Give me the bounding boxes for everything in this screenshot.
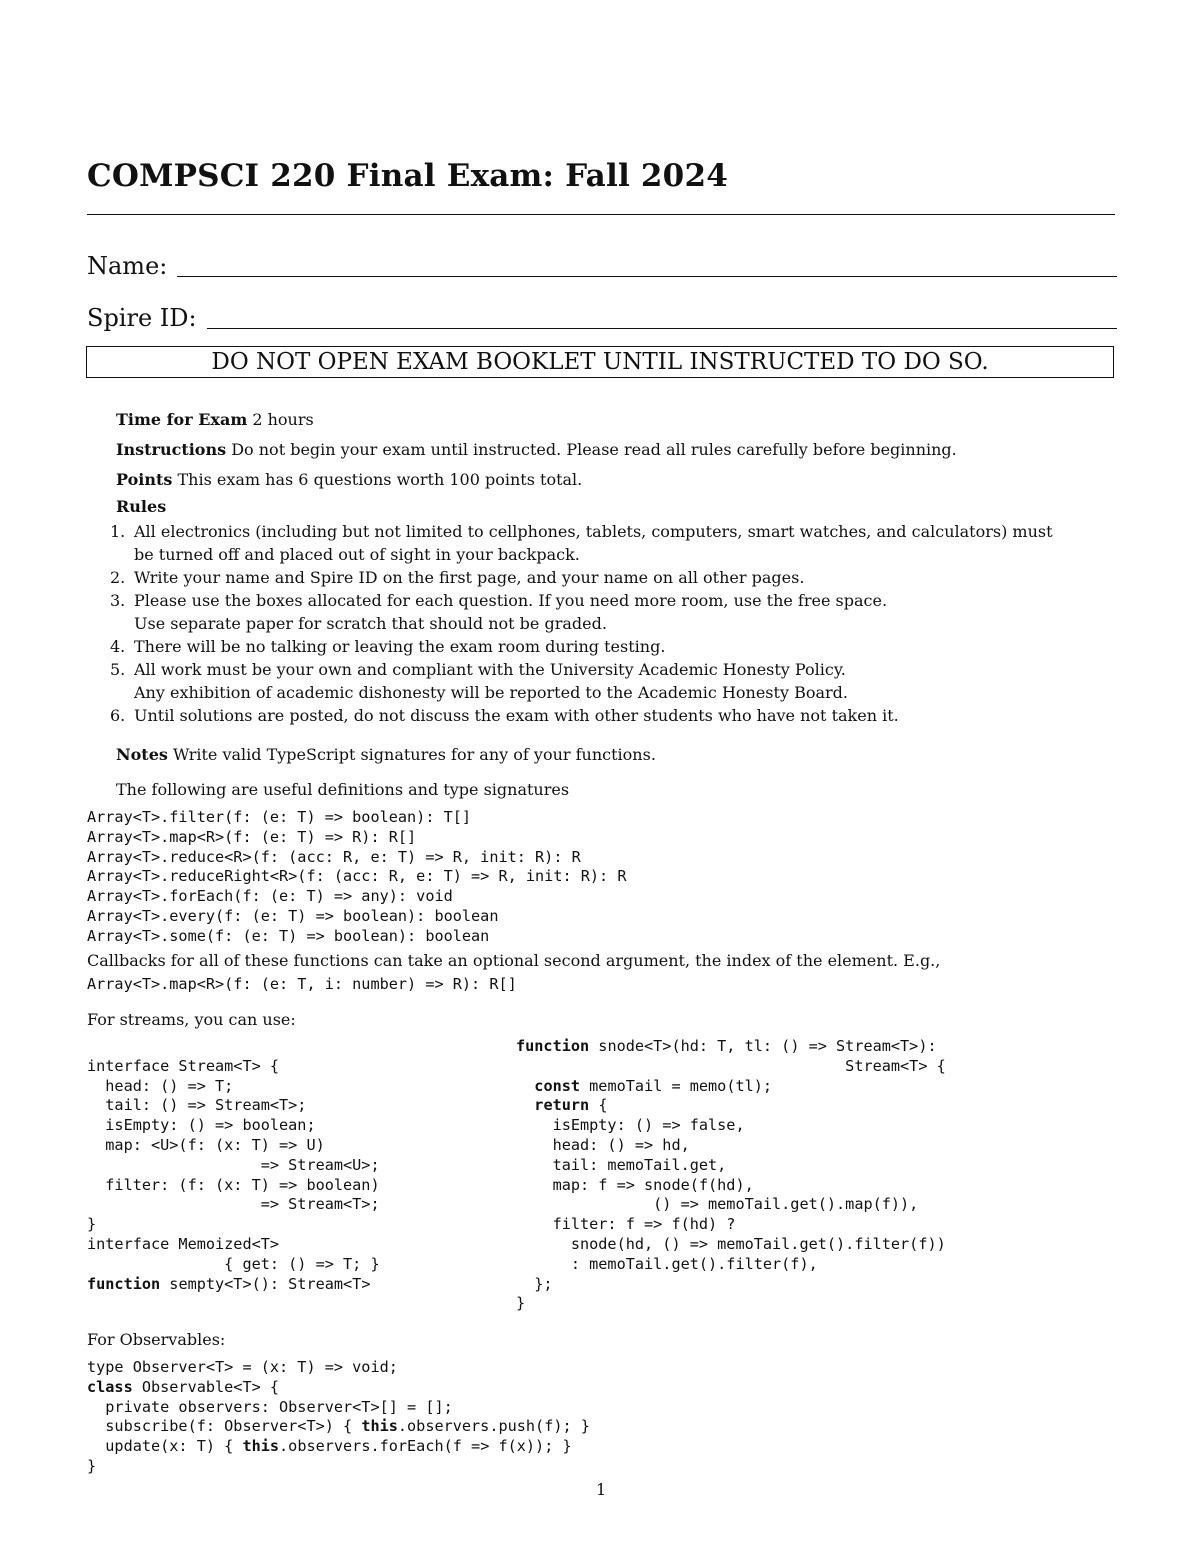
name-field[interactable] xyxy=(87,252,1117,280)
code-keyword: function xyxy=(516,1037,590,1055)
code-line: Array<T>.forEach(f: (e: T) => any): void xyxy=(87,887,453,906)
streams-label: For streams, you can use: xyxy=(87,1010,296,1029)
exam-title: COMPSCI 220 Final Exam: Fall 2024 xyxy=(87,158,728,194)
code-line: head: () => hd, xyxy=(516,1135,690,1154)
code-line: => Stream<U>; xyxy=(87,1155,380,1174)
instructions-label: Instructions xyxy=(116,440,227,459)
notes-label: Notes xyxy=(116,745,168,764)
code-keyword: this xyxy=(242,1437,280,1456)
callbacks-example-code: Array<T>.map<R>(f: (e: T, i: number) => R): R[] xyxy=(87,975,517,993)
observables-label: For Observables: xyxy=(87,1330,226,1349)
code-keyword: const xyxy=(534,1076,581,1095)
code-line: subscribe(f: Observer<T>) { this.observers.push(f); } xyxy=(87,1417,590,1436)
code-line: isEmpty: () => boolean; xyxy=(87,1116,316,1135)
rule-number: 1. xyxy=(110,522,126,541)
code-line: snode(hd, () => memoTail.get().filter(f)) xyxy=(516,1234,946,1253)
code-line: function sempty<T>(): Stream<T> xyxy=(87,1274,371,1293)
rule-text-line: Write your name and Spire ID on the first page, and your name on all other pages. xyxy=(134,568,805,587)
rule-item xyxy=(110,704,1120,727)
code-line: update(x: T) { this.observers.forEach(f => f(x)); } xyxy=(87,1437,572,1456)
name-label: Name: xyxy=(87,252,168,280)
instructions-value: Do not begin your exam until instructed. Please read all rules carefully before beginning. xyxy=(231,440,957,459)
code-line: }; xyxy=(516,1274,553,1293)
code-line: { get: () => T; } xyxy=(87,1254,380,1273)
code-line: } xyxy=(87,1456,97,1475)
spire-id-field[interactable] xyxy=(87,304,1117,332)
rule-number: 4. xyxy=(110,637,126,656)
points-info xyxy=(116,470,582,489)
code-line: private observers: Observer<T>[] = []; xyxy=(87,1397,453,1416)
name-blank-line[interactable] xyxy=(177,275,1117,277)
warning-banner: DO NOT OPEN EXAM BOOKLET UNTIL INSTRUCTED TO DO SO. xyxy=(86,346,1114,378)
rule-item xyxy=(110,589,1120,635)
code-keyword: class xyxy=(87,1377,133,1396)
code-line: isEmpty: () => false, xyxy=(516,1116,745,1135)
rule-text-line: There will be no talking or leaving the exam room during testing. xyxy=(134,637,666,656)
code-line: interface Stream<T> { xyxy=(87,1056,280,1075)
snode-function-code xyxy=(516,1037,946,1314)
code-line: Array<T>.reduce<R>(f: (acc: R, e: T) => R, init: R): R xyxy=(87,847,581,866)
code-line xyxy=(87,1037,380,1057)
rule-text-line: be turned off and placed out of sight in your backpack. xyxy=(134,545,580,564)
code-line: return { xyxy=(534,1096,608,1115)
time-value: 2 hours xyxy=(252,410,314,429)
code-line: : memoTail.get().filter(f), xyxy=(516,1254,818,1273)
rules-list xyxy=(110,520,1120,727)
time-info xyxy=(116,410,314,429)
code-keyword: return xyxy=(534,1096,590,1115)
rule-text-line: Use separate paper for scratch that should not be graded. xyxy=(134,614,607,633)
rule-text-line: Any exhibition of academic dishonesty will be reported to the Academic Honesty Board. xyxy=(134,683,848,702)
rule-item xyxy=(110,520,1120,566)
code-line: const memoTail = memo(tl); xyxy=(534,1076,773,1095)
code-keyword: this xyxy=(361,1417,398,1436)
code-line: Array<T>.some(f: (e: T) => boolean): boolean xyxy=(87,926,490,945)
time-label: Time for Exam xyxy=(116,410,248,429)
rule-text-line: All electronics (including but not limited to cellphones, tablets, computers, smart watches, and calculators) must xyxy=(134,522,1053,541)
array-signatures-code xyxy=(87,808,626,947)
callbacks-note: Callbacks for all of these functions can take an optional second argument, the index of the element. E.g., xyxy=(87,951,941,970)
rule-text-line: Until solutions are posted, do not discuss the exam with other students who have not taken it. xyxy=(134,706,899,725)
rule-text-line: All work must be your own and compliant with the University Academic Honesty Policy. xyxy=(134,660,846,679)
code-line: tail: memoTail.get, xyxy=(516,1155,727,1174)
rule-number: 3. xyxy=(110,591,126,610)
spire-id-label: Spire ID: xyxy=(87,304,197,332)
code-line: Stream<T> { xyxy=(516,1056,946,1075)
spire-id-blank-line[interactable] xyxy=(207,327,1117,329)
code-line: filter: f => f(hd) ? xyxy=(516,1215,736,1234)
code-line: tail: () => Stream<T>; xyxy=(87,1096,307,1115)
rules-label: Rules xyxy=(116,497,167,516)
code-line: Array<T>.reduceRight<R>(f: (acc: R, e: T) => R, init: R): R xyxy=(87,867,627,886)
code-line: Array<T>.every(f: (e: T) => boolean): boolean xyxy=(87,906,499,925)
code-line: Array<T>.filter(f: (e: T) => boolean): T[] xyxy=(87,808,472,826)
useful-definitions-heading: The following are useful definitions and type signatures xyxy=(116,780,570,799)
rule-item xyxy=(110,635,1120,658)
title-divider xyxy=(87,214,1115,215)
code-line: function snode<T>(hd: T, tl: () => Stream<T>): xyxy=(516,1037,937,1055)
code-line: map: <U>(f: (x: T) => U) xyxy=(87,1135,325,1154)
rule-text-line: Please use the boxes allocated for each question. If you need more room, use the free space. xyxy=(134,591,888,610)
notes-value: Write valid TypeScript signatures for any of your functions. xyxy=(172,745,656,764)
page-number: 1 xyxy=(596,1480,607,1499)
code-line: class Observable<T> { xyxy=(87,1377,280,1396)
code-line: type Observer<T> = (x: T) => void; xyxy=(87,1358,398,1376)
instructions-info xyxy=(116,440,957,459)
code-keyword: function xyxy=(87,1274,161,1293)
stream-interface-code xyxy=(87,1037,380,1294)
rule-item xyxy=(110,658,1120,704)
code-line: } xyxy=(516,1294,526,1313)
rule-number: 2. xyxy=(110,568,126,587)
rule-item xyxy=(110,566,1120,589)
code-line: interface Memoized<T> xyxy=(87,1234,280,1253)
notes-info xyxy=(116,745,656,764)
code-line: filter: (f: (x: T) => boolean) xyxy=(87,1175,380,1194)
rule-number: 6. xyxy=(110,706,126,725)
code-line: => Stream<T>; xyxy=(87,1195,380,1214)
code-line: () => memoTail.get().map(f)), xyxy=(516,1195,919,1214)
points-value: This exam has 6 questions worth 100 points total. xyxy=(177,470,583,489)
rule-number: 5. xyxy=(110,660,126,679)
rules-heading xyxy=(116,497,166,516)
points-label: Points xyxy=(116,470,173,489)
code-line: head: () => T; xyxy=(87,1076,234,1095)
observable-class-code xyxy=(87,1358,590,1477)
code-line: } xyxy=(87,1215,97,1234)
code-line: map: f => snode(f(hd), xyxy=(516,1175,754,1194)
code-line: Array<T>.map<R>(f: (e: T) => R): R[] xyxy=(87,827,417,846)
